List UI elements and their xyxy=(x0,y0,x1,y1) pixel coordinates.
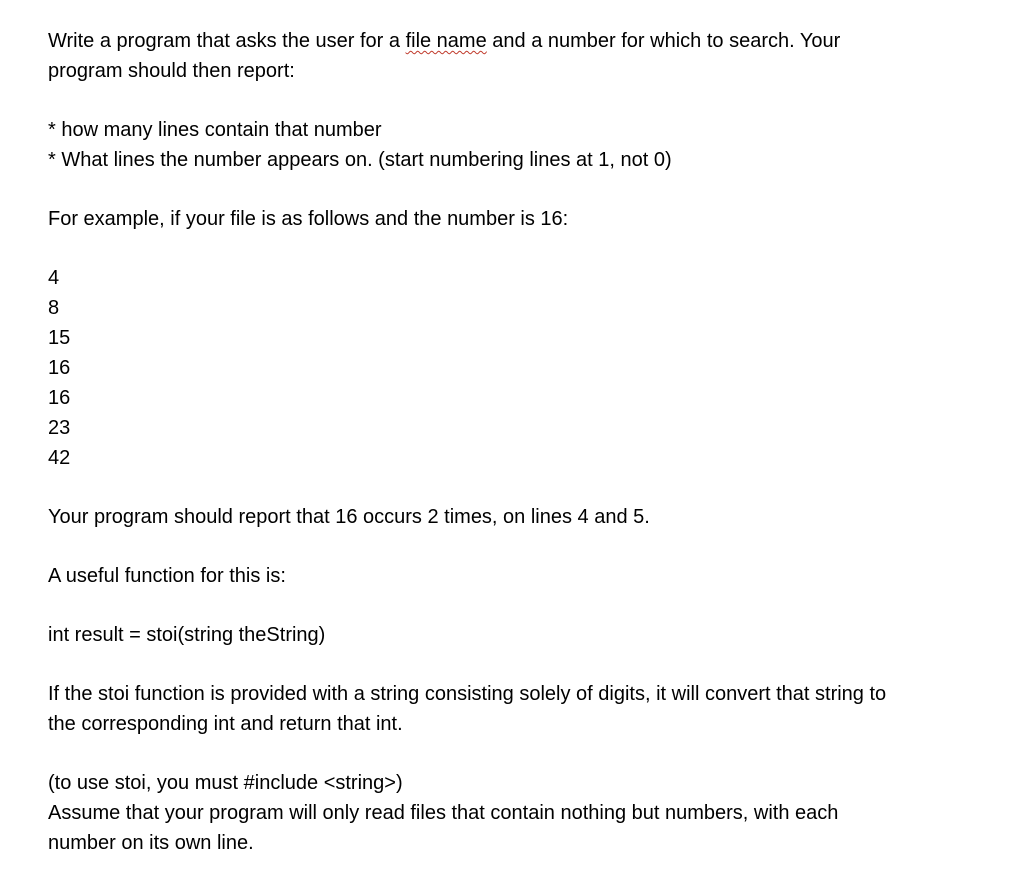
blank-line xyxy=(48,234,1024,263)
bullet-item: * how many lines contain that number xyxy=(48,119,382,141)
example-number: 4 xyxy=(48,267,60,289)
example-number: 15 xyxy=(48,327,71,349)
assumption-line-2: number on its own line. xyxy=(48,832,254,854)
stoi-description-line-2: the corresponding int and return that int. xyxy=(48,713,403,735)
intro-text-before: Write a program that asks the user for a xyxy=(48,30,406,52)
useful-function-intro: A useful function for this is: xyxy=(48,565,286,587)
stoi-description-line-1: If the stoi function is provided with a string consisting solely of digits, it will convert that string to xyxy=(48,683,887,705)
blank-line xyxy=(48,591,1024,620)
blank-line xyxy=(48,473,1024,502)
example-number: 16 xyxy=(48,387,71,409)
blank-line xyxy=(48,650,1024,679)
example-number-list xyxy=(48,263,1024,473)
example-number: 8 xyxy=(48,297,60,319)
intro-line-2: program should then report: xyxy=(48,60,295,82)
example-number: 23 xyxy=(48,417,71,439)
intro-text-after: and a number for which to search. Your xyxy=(486,30,841,52)
report-text: Your program should report that 16 occurs 2 times, on lines 4 and 5. xyxy=(48,506,650,528)
bullet-item: * What lines the number appears on. (start numbering lines at 1, not 0) xyxy=(48,149,672,171)
blank-line xyxy=(48,175,1024,204)
example-intro: For example, if your file is as follows and the number is 16: xyxy=(48,208,569,230)
example-number: 16 xyxy=(48,357,71,379)
assumption-line-1: Assume that your program will only read files that contain nothing but numbers, with each xyxy=(48,802,839,824)
blank-line xyxy=(48,532,1024,561)
spellcheck-word-file-name[interactable]: file name xyxy=(405,30,487,52)
include-note: (to use stoi, you must #include <string>) xyxy=(48,772,403,794)
function-signature: int result = stoi(string theString) xyxy=(48,624,326,646)
example-number: 42 xyxy=(48,447,71,469)
blank-line xyxy=(48,86,1024,115)
blank-line xyxy=(48,739,1024,768)
intro-line-1 xyxy=(48,26,1024,56)
